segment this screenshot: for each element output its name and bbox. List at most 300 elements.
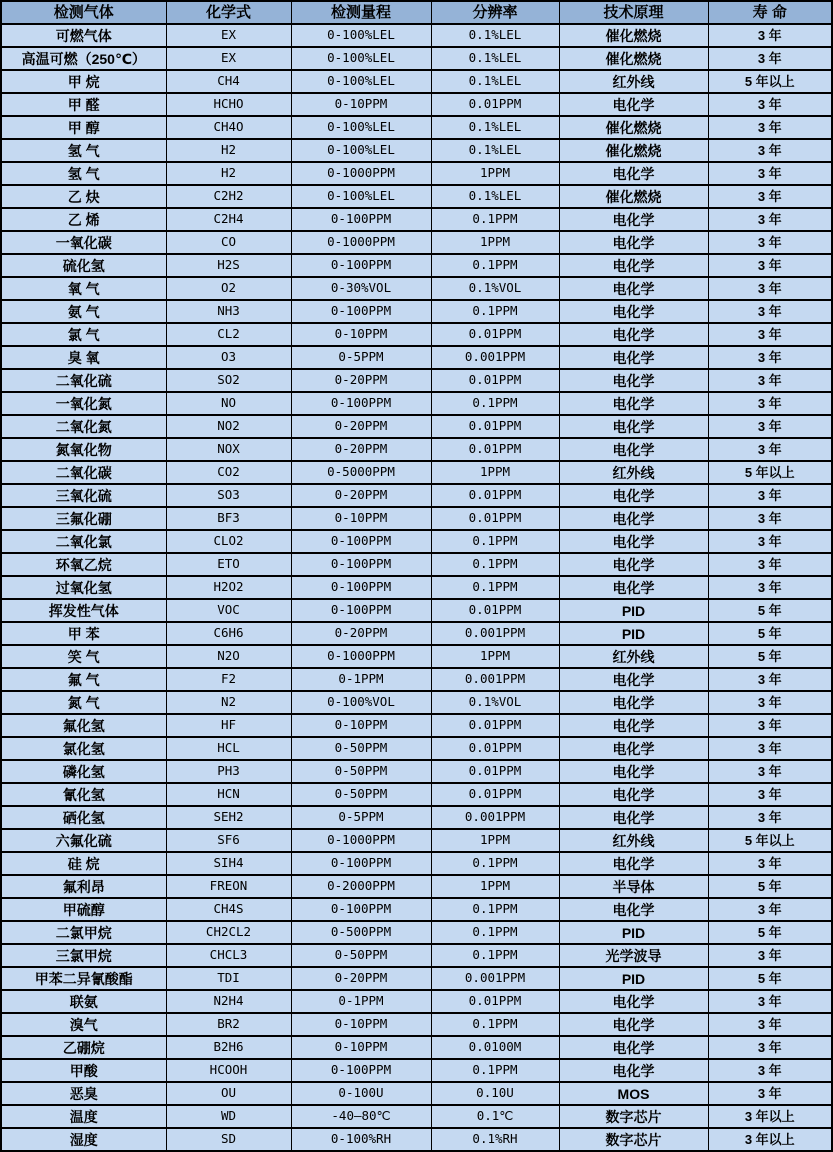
lifespan-cell: 3 年 bbox=[708, 668, 832, 691]
lifespan-cell: 3 年 bbox=[708, 852, 832, 875]
resolution-cell: 0.1%LEL bbox=[431, 139, 559, 162]
table-row bbox=[1, 668, 832, 691]
principle-cell: 红外线 bbox=[559, 461, 708, 484]
table-row bbox=[1, 553, 832, 576]
gas-name-cell: 二氯甲烷 bbox=[1, 921, 166, 944]
lifespan-cell: 3 年 bbox=[708, 691, 832, 714]
resolution-cell: 0.1PPM bbox=[431, 254, 559, 277]
formula-cell: H2 bbox=[166, 162, 291, 185]
lifespan-cell: 3 年 bbox=[708, 1013, 832, 1036]
resolution-cell: 0.1%LEL bbox=[431, 185, 559, 208]
formula-cell: EX bbox=[166, 47, 291, 70]
formula-cell: SO2 bbox=[166, 369, 291, 392]
principle-cell: 红外线 bbox=[559, 645, 708, 668]
lifespan-cell: 3 年 bbox=[708, 231, 832, 254]
gas-name-cell: 二氧化硫 bbox=[1, 369, 166, 392]
formula-cell: N2H4 bbox=[166, 990, 291, 1013]
range-cell: 0-1PPM bbox=[291, 668, 431, 691]
formula-cell: WD bbox=[166, 1105, 291, 1128]
resolution-cell: 0.01PPM bbox=[431, 714, 559, 737]
resolution-cell: 0.01PPM bbox=[431, 737, 559, 760]
resolution-cell: 0.1PPM bbox=[431, 576, 559, 599]
range-cell: 0-100%LEL bbox=[291, 70, 431, 93]
principle-cell: PID bbox=[559, 599, 708, 622]
resolution-cell: 0.1PPM bbox=[431, 392, 559, 415]
principle-cell: 电化学 bbox=[559, 737, 708, 760]
table-row bbox=[1, 254, 832, 277]
range-cell: 0-10PPM bbox=[291, 323, 431, 346]
resolution-cell: 0.1PPM bbox=[431, 553, 559, 576]
principle-cell: 红外线 bbox=[559, 829, 708, 852]
table-row bbox=[1, 1105, 832, 1128]
resolution-cell: 0.001PPM bbox=[431, 346, 559, 369]
table-row bbox=[1, 185, 832, 208]
range-cell: 0-100U bbox=[291, 1082, 431, 1105]
gas-name-cell: 氟利昂 bbox=[1, 875, 166, 898]
formula-cell: CHCL3 bbox=[166, 944, 291, 967]
table-row bbox=[1, 231, 832, 254]
resolution-cell: 0.1%VOL bbox=[431, 691, 559, 714]
lifespan-cell: 3 年 bbox=[708, 24, 832, 47]
lifespan-cell: 3 年 bbox=[708, 760, 832, 783]
lifespan-cell: 3 年 bbox=[708, 392, 832, 415]
resolution-cell: 0.01PPM bbox=[431, 323, 559, 346]
lifespan-cell: 5 年 bbox=[708, 921, 832, 944]
table-row bbox=[1, 208, 832, 231]
gas-name-cell: 过氧化氢 bbox=[1, 576, 166, 599]
resolution-cell: 0.001PPM bbox=[431, 668, 559, 691]
lifespan-cell: 3 年 bbox=[708, 1036, 832, 1059]
formula-cell: H2S bbox=[166, 254, 291, 277]
resolution-cell: 0.1%LEL bbox=[431, 70, 559, 93]
resolution-cell: 0.1PPM bbox=[431, 898, 559, 921]
table-row bbox=[1, 507, 832, 530]
lifespan-cell: 3 年 bbox=[708, 553, 832, 576]
formula-cell: C2H4 bbox=[166, 208, 291, 231]
gas-name-cell: 联氨 bbox=[1, 990, 166, 1013]
gas-name-cell: 氨 气 bbox=[1, 300, 166, 323]
resolution-cell: 0.01PPM bbox=[431, 760, 559, 783]
formula-cell: NH3 bbox=[166, 300, 291, 323]
table-row bbox=[1, 944, 832, 967]
formula-cell: TDI bbox=[166, 967, 291, 990]
principle-cell: 电化学 bbox=[559, 530, 708, 553]
formula-cell: PH3 bbox=[166, 760, 291, 783]
lifespan-cell: 3 年 bbox=[708, 898, 832, 921]
formula-cell: NO bbox=[166, 392, 291, 415]
principle-cell: 电化学 bbox=[559, 806, 708, 829]
formula-cell: EX bbox=[166, 24, 291, 47]
resolution-cell: 0.10U bbox=[431, 1082, 559, 1105]
resolution-cell: 0.01PPM bbox=[431, 507, 559, 530]
formula-cell: O3 bbox=[166, 346, 291, 369]
range-cell: 0-100%LEL bbox=[291, 185, 431, 208]
range-cell: 0-100PPM bbox=[291, 208, 431, 231]
gas-name-cell: 乙 炔 bbox=[1, 185, 166, 208]
column-header-resolution: 分辨率 bbox=[431, 1, 559, 24]
resolution-cell: 1PPM bbox=[431, 875, 559, 898]
gas-name-cell: 甲 醛 bbox=[1, 93, 166, 116]
principle-cell: 电化学 bbox=[559, 691, 708, 714]
principle-cell: 电化学 bbox=[559, 507, 708, 530]
range-cell: 0-1000PPM bbox=[291, 645, 431, 668]
table-row bbox=[1, 438, 832, 461]
principle-cell: 电化学 bbox=[559, 990, 708, 1013]
formula-cell: HCHO bbox=[166, 93, 291, 116]
column-header-principle: 技术原理 bbox=[559, 1, 708, 24]
principle-cell: PID bbox=[559, 967, 708, 990]
formula-cell: N2O bbox=[166, 645, 291, 668]
gas-name-cell: 温度 bbox=[1, 1105, 166, 1128]
formula-cell: CO2 bbox=[166, 461, 291, 484]
table-row bbox=[1, 691, 832, 714]
resolution-cell: 0.1%RH bbox=[431, 1128, 559, 1151]
principle-cell: 电化学 bbox=[559, 438, 708, 461]
range-cell: 0-20PPM bbox=[291, 438, 431, 461]
gas-name-cell: 二氧化氯 bbox=[1, 530, 166, 553]
principle-cell: 电化学 bbox=[559, 162, 708, 185]
range-cell: 0-1000PPM bbox=[291, 829, 431, 852]
gas-name-cell: 二氧化碳 bbox=[1, 461, 166, 484]
formula-cell: CH2CL2 bbox=[166, 921, 291, 944]
table-row bbox=[1, 415, 832, 438]
gas-name-cell: 一氧化碳 bbox=[1, 231, 166, 254]
lifespan-cell: 3 年 bbox=[708, 185, 832, 208]
table-row bbox=[1, 162, 832, 185]
table-row bbox=[1, 47, 832, 70]
resolution-cell: 0.1PPM bbox=[431, 300, 559, 323]
formula-cell: B2H6 bbox=[166, 1036, 291, 1059]
gas-name-cell: 甲 醇 bbox=[1, 116, 166, 139]
table-row bbox=[1, 783, 832, 806]
header-row bbox=[1, 1, 832, 24]
table-row bbox=[1, 1036, 832, 1059]
lifespan-cell: 3 年 bbox=[708, 438, 832, 461]
resolution-cell: 0.1%LEL bbox=[431, 116, 559, 139]
lifespan-cell: 3 年以上 bbox=[708, 1128, 832, 1151]
resolution-cell: 0.1%LEL bbox=[431, 47, 559, 70]
resolution-cell: 0.1PPM bbox=[431, 944, 559, 967]
lifespan-cell: 3 年 bbox=[708, 415, 832, 438]
formula-cell: ETO bbox=[166, 553, 291, 576]
formula-cell: HCN bbox=[166, 783, 291, 806]
principle-cell: 电化学 bbox=[559, 898, 708, 921]
range-cell: 0-100PPM bbox=[291, 254, 431, 277]
lifespan-cell: 3 年 bbox=[708, 990, 832, 1013]
table-row bbox=[1, 806, 832, 829]
lifespan-cell: 3 年 bbox=[708, 806, 832, 829]
principle-cell: 电化学 bbox=[559, 760, 708, 783]
gas-name-cell: 氢 气 bbox=[1, 139, 166, 162]
gas-name-cell: 高温可燃（250℃） bbox=[1, 47, 166, 70]
table-body bbox=[1, 24, 832, 1151]
range-cell: -40—80℃ bbox=[291, 1105, 431, 1128]
range-cell: 0-20PPM bbox=[291, 369, 431, 392]
lifespan-cell: 3 年 bbox=[708, 346, 832, 369]
formula-cell: F2 bbox=[166, 668, 291, 691]
lifespan-cell: 5 年以上 bbox=[708, 70, 832, 93]
range-cell: 0-5000PPM bbox=[291, 461, 431, 484]
table-row bbox=[1, 93, 832, 116]
formula-cell: SF6 bbox=[166, 829, 291, 852]
gas-name-cell: 挥发性气体 bbox=[1, 599, 166, 622]
resolution-cell: 0.1%LEL bbox=[431, 24, 559, 47]
gas-name-cell: 甲苯二异氰酸酯 bbox=[1, 967, 166, 990]
principle-cell: 红外线 bbox=[559, 70, 708, 93]
table-row bbox=[1, 921, 832, 944]
range-cell: 0-20PPM bbox=[291, 967, 431, 990]
gas-name-cell: 硒化氢 bbox=[1, 806, 166, 829]
formula-cell: H2O2 bbox=[166, 576, 291, 599]
principle-cell: 催化燃烧 bbox=[559, 139, 708, 162]
gas-name-cell: 溴气 bbox=[1, 1013, 166, 1036]
principle-cell: 电化学 bbox=[559, 1013, 708, 1036]
gas-name-cell: 三氟化硼 bbox=[1, 507, 166, 530]
principle-cell: 电化学 bbox=[559, 93, 708, 116]
table-row bbox=[1, 898, 832, 921]
lifespan-cell: 5 年 bbox=[708, 645, 832, 668]
table-row bbox=[1, 576, 832, 599]
formula-cell: CH4 bbox=[166, 70, 291, 93]
gas-name-cell: 甲 苯 bbox=[1, 622, 166, 645]
table-row bbox=[1, 760, 832, 783]
table-row bbox=[1, 392, 832, 415]
formula-cell: CH4S bbox=[166, 898, 291, 921]
table-row bbox=[1, 1059, 832, 1082]
table-row bbox=[1, 530, 832, 553]
column-header-range: 检测量程 bbox=[291, 1, 431, 24]
lifespan-cell: 3 年 bbox=[708, 47, 832, 70]
table-row bbox=[1, 300, 832, 323]
formula-cell: O2 bbox=[166, 277, 291, 300]
principle-cell: 催化燃烧 bbox=[559, 47, 708, 70]
resolution-cell: 0.1PPM bbox=[431, 1013, 559, 1036]
formula-cell: HCOOH bbox=[166, 1059, 291, 1082]
table-row bbox=[1, 116, 832, 139]
lifespan-cell: 5 年以上 bbox=[708, 829, 832, 852]
gas-name-cell: 甲 烷 bbox=[1, 70, 166, 93]
lifespan-cell: 5 年 bbox=[708, 875, 832, 898]
gas-name-cell: 氮氧化物 bbox=[1, 438, 166, 461]
gas-name-cell: 氢 气 bbox=[1, 162, 166, 185]
resolution-cell: 0.1PPM bbox=[431, 208, 559, 231]
resolution-cell: 0.01PPM bbox=[431, 415, 559, 438]
range-cell: 0-10PPM bbox=[291, 93, 431, 116]
range-cell: 0-5PPM bbox=[291, 346, 431, 369]
range-cell: 0-100PPM bbox=[291, 300, 431, 323]
formula-cell: CO bbox=[166, 231, 291, 254]
lifespan-cell: 3 年 bbox=[708, 369, 832, 392]
gas-name-cell: 六氟化硫 bbox=[1, 829, 166, 852]
range-cell: 0-100%LEL bbox=[291, 24, 431, 47]
lifespan-cell: 3 年 bbox=[708, 323, 832, 346]
gas-name-cell: 氯 气 bbox=[1, 323, 166, 346]
range-cell: 0-1000PPM bbox=[291, 231, 431, 254]
resolution-cell: 0.001PPM bbox=[431, 622, 559, 645]
formula-cell: C6H6 bbox=[166, 622, 291, 645]
gas-name-cell: 臭 氧 bbox=[1, 346, 166, 369]
principle-cell: 电化学 bbox=[559, 231, 708, 254]
range-cell: 0-10PPM bbox=[291, 1036, 431, 1059]
resolution-cell: 1PPM bbox=[431, 829, 559, 852]
principle-cell: 电化学 bbox=[559, 576, 708, 599]
table-row bbox=[1, 622, 832, 645]
range-cell: 0-100PPM bbox=[291, 392, 431, 415]
lifespan-cell: 5 年 bbox=[708, 622, 832, 645]
lifespan-cell: 5 年 bbox=[708, 599, 832, 622]
table-row bbox=[1, 1013, 832, 1036]
lifespan-cell: 3 年 bbox=[708, 1059, 832, 1082]
range-cell: 0-100PPM bbox=[291, 852, 431, 875]
range-cell: 0-20PPM bbox=[291, 415, 431, 438]
lifespan-cell: 3 年 bbox=[708, 737, 832, 760]
gas-name-cell: 硫化氢 bbox=[1, 254, 166, 277]
resolution-cell: 1PPM bbox=[431, 645, 559, 668]
principle-cell: 电化学 bbox=[559, 300, 708, 323]
resolution-cell: 0.001PPM bbox=[431, 806, 559, 829]
principle-cell: 电化学 bbox=[559, 369, 708, 392]
gas-name-cell: 氧 气 bbox=[1, 277, 166, 300]
lifespan-cell: 3 年 bbox=[708, 530, 832, 553]
range-cell: 0-100PPM bbox=[291, 576, 431, 599]
table-row bbox=[1, 323, 832, 346]
resolution-cell: 0.01PPM bbox=[431, 93, 559, 116]
formula-cell: CLO2 bbox=[166, 530, 291, 553]
lifespan-cell: 3 年 bbox=[708, 277, 832, 300]
table-row bbox=[1, 346, 832, 369]
gas-name-cell: 乙 烯 bbox=[1, 208, 166, 231]
resolution-cell: 1PPM bbox=[431, 461, 559, 484]
resolution-cell: 0.1PPM bbox=[431, 921, 559, 944]
principle-cell: 电化学 bbox=[559, 852, 708, 875]
gas-name-cell: 三氧化硫 bbox=[1, 484, 166, 507]
lifespan-cell: 3 年 bbox=[708, 254, 832, 277]
gas-name-cell: 氟化氢 bbox=[1, 714, 166, 737]
resolution-cell: 0.01PPM bbox=[431, 599, 559, 622]
formula-cell: HCL bbox=[166, 737, 291, 760]
formula-cell: FREON bbox=[166, 875, 291, 898]
resolution-cell: 0.01PPM bbox=[431, 369, 559, 392]
lifespan-cell: 3 年 bbox=[708, 116, 832, 139]
range-cell: 0-50PPM bbox=[291, 737, 431, 760]
table-row bbox=[1, 714, 832, 737]
table-row bbox=[1, 875, 832, 898]
range-cell: 0-500PPM bbox=[291, 921, 431, 944]
lifespan-cell: 3 年 bbox=[708, 576, 832, 599]
range-cell: 0-100%RH bbox=[291, 1128, 431, 1151]
range-cell: 0-1PPM bbox=[291, 990, 431, 1013]
table-row bbox=[1, 645, 832, 668]
range-cell: 0-10PPM bbox=[291, 714, 431, 737]
resolution-cell: 0.01PPM bbox=[431, 484, 559, 507]
gas-name-cell: 一氧化氮 bbox=[1, 392, 166, 415]
principle-cell: 电化学 bbox=[559, 553, 708, 576]
principle-cell: 电化学 bbox=[559, 484, 708, 507]
range-cell: 0-100%LEL bbox=[291, 47, 431, 70]
gas-name-cell: 氰化氢 bbox=[1, 783, 166, 806]
column-header-formula: 化学式 bbox=[166, 1, 291, 24]
table-row bbox=[1, 70, 832, 93]
range-cell: 0-50PPM bbox=[291, 783, 431, 806]
gas-name-cell: 甲硫醇 bbox=[1, 898, 166, 921]
table-row bbox=[1, 1082, 832, 1105]
principle-cell: 电化学 bbox=[559, 277, 708, 300]
table-header bbox=[1, 1, 832, 24]
formula-cell: SO3 bbox=[166, 484, 291, 507]
lifespan-cell: 3 年 bbox=[708, 484, 832, 507]
principle-cell: 电化学 bbox=[559, 783, 708, 806]
lifespan-cell: 3 年 bbox=[708, 93, 832, 116]
gas-name-cell: 环氧乙烷 bbox=[1, 553, 166, 576]
formula-cell: CL2 bbox=[166, 323, 291, 346]
range-cell: 0-10PPM bbox=[291, 1013, 431, 1036]
range-cell: 0-20PPM bbox=[291, 484, 431, 507]
range-cell: 0-100PPM bbox=[291, 530, 431, 553]
range-cell: 0-2000PPM bbox=[291, 875, 431, 898]
formula-cell: BF3 bbox=[166, 507, 291, 530]
gas-name-cell: 乙硼烷 bbox=[1, 1036, 166, 1059]
formula-cell: OU bbox=[166, 1082, 291, 1105]
resolution-cell: 0.01PPM bbox=[431, 783, 559, 806]
principle-cell: 电化学 bbox=[559, 208, 708, 231]
formula-cell: H2 bbox=[166, 139, 291, 162]
formula-cell: CH4O bbox=[166, 116, 291, 139]
range-cell: 0-100PPM bbox=[291, 898, 431, 921]
range-cell: 0-50PPM bbox=[291, 944, 431, 967]
range-cell: 0-1000PPM bbox=[291, 162, 431, 185]
table-row bbox=[1, 852, 832, 875]
range-cell: 0-50PPM bbox=[291, 760, 431, 783]
principle-cell: 电化学 bbox=[559, 714, 708, 737]
resolution-cell: 0.1PPM bbox=[431, 530, 559, 553]
lifespan-cell: 5 年以上 bbox=[708, 461, 832, 484]
gas-name-cell: 硅 烷 bbox=[1, 852, 166, 875]
principle-cell: 数字芯片 bbox=[559, 1105, 708, 1128]
principle-cell: 电化学 bbox=[559, 1036, 708, 1059]
principle-cell: 催化燃烧 bbox=[559, 185, 708, 208]
table-row bbox=[1, 139, 832, 162]
principle-cell: PID bbox=[559, 622, 708, 645]
formula-cell: N2 bbox=[166, 691, 291, 714]
resolution-cell: 1PPM bbox=[431, 162, 559, 185]
resolution-cell: 0.1PPM bbox=[431, 1059, 559, 1082]
table-row bbox=[1, 1128, 832, 1151]
gas-name-cell: 恶臭 bbox=[1, 1082, 166, 1105]
table-row bbox=[1, 967, 832, 990]
principle-cell: 电化学 bbox=[559, 668, 708, 691]
principle-cell: 电化学 bbox=[559, 346, 708, 369]
table-row bbox=[1, 369, 832, 392]
resolution-cell: 0.1℃ bbox=[431, 1105, 559, 1128]
resolution-cell: 0.01PPM bbox=[431, 438, 559, 461]
lifespan-cell: 3 年 bbox=[708, 300, 832, 323]
formula-cell: C2H2 bbox=[166, 185, 291, 208]
table-row bbox=[1, 990, 832, 1013]
principle-cell: MOS bbox=[559, 1082, 708, 1105]
gas-name-cell: 氟 气 bbox=[1, 668, 166, 691]
gas-name-cell: 甲酸 bbox=[1, 1059, 166, 1082]
principle-cell: 半导体 bbox=[559, 875, 708, 898]
formula-cell: SD bbox=[166, 1128, 291, 1151]
resolution-cell: 0.0100M bbox=[431, 1036, 559, 1059]
lifespan-cell: 3 年 bbox=[708, 783, 832, 806]
principle-cell: 催化燃烧 bbox=[559, 24, 708, 47]
lifespan-cell: 3 年 bbox=[708, 139, 832, 162]
column-header-gas-name: 检测气体 bbox=[1, 1, 166, 24]
principle-cell: 数字芯片 bbox=[559, 1128, 708, 1151]
gas-name-cell: 磷化氢 bbox=[1, 760, 166, 783]
principle-cell: 催化燃烧 bbox=[559, 116, 708, 139]
